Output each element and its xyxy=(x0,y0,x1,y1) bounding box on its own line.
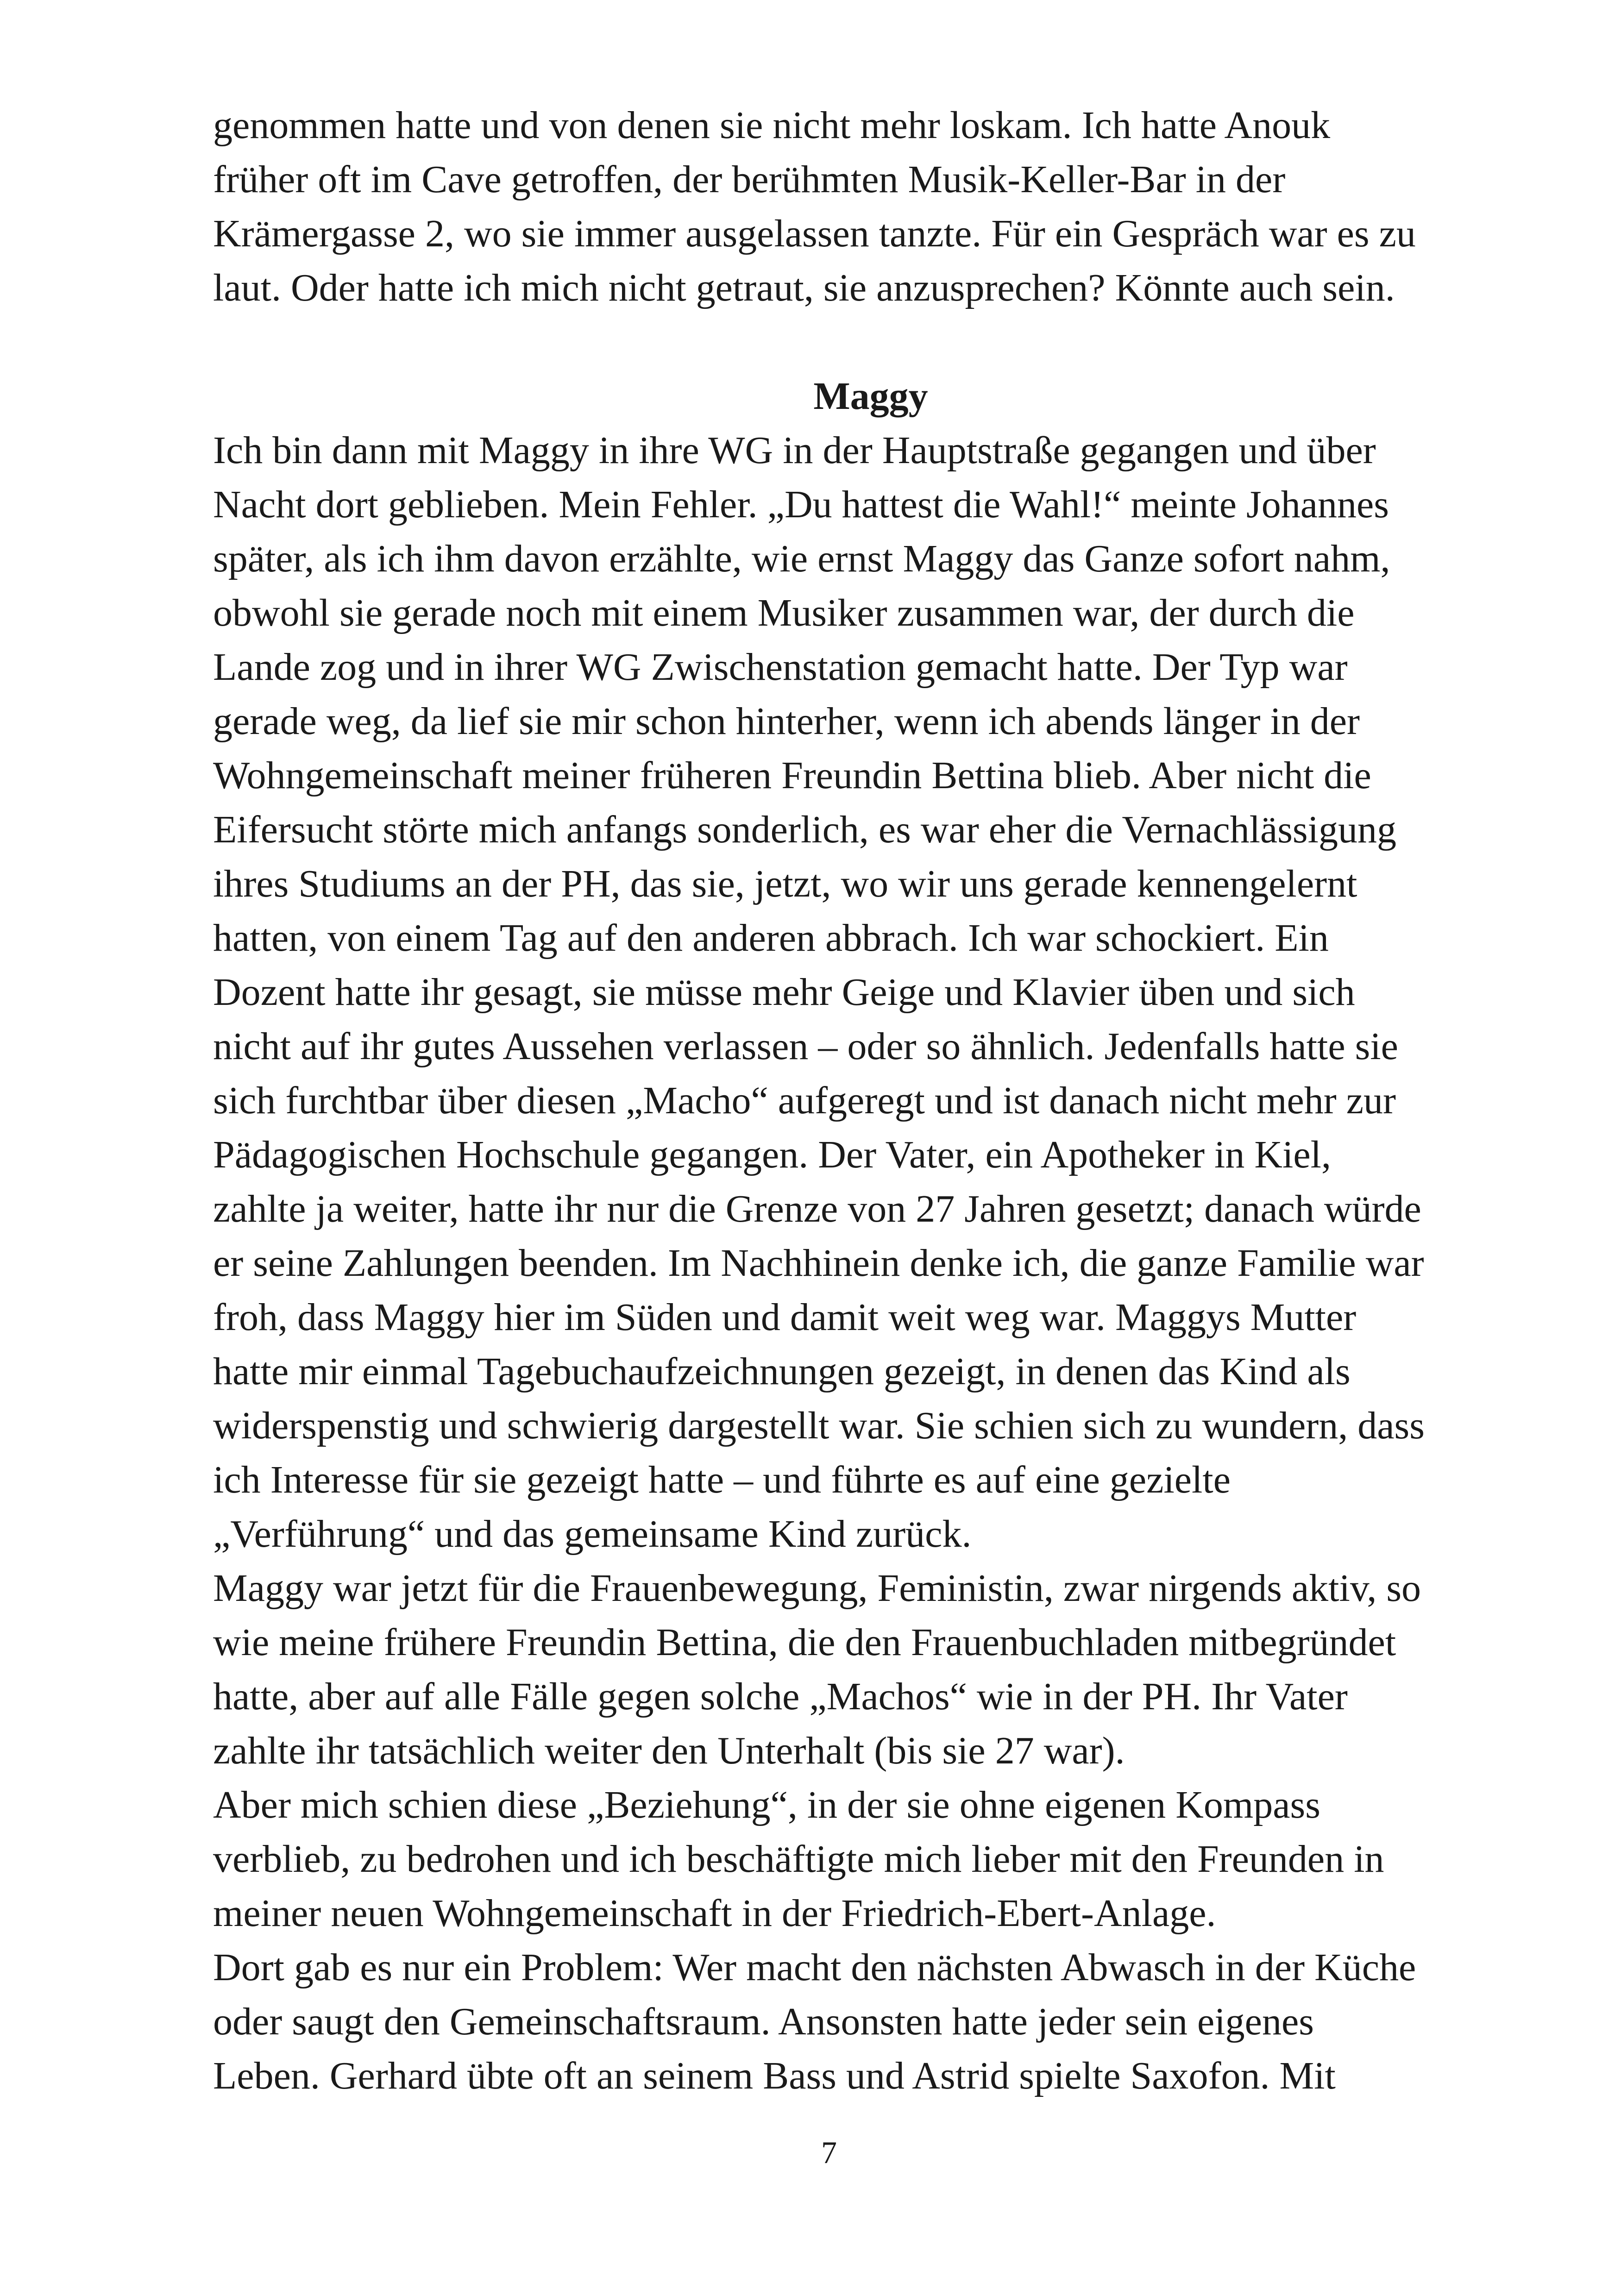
text-line: zahlte ja weiter, hatte ihr nur die Grenze von 27 Jahren gesetzt; danach würde xyxy=(213,1187,1421,1230)
text-line: Ich bin dann mit Maggy in ihre WG in der Hauptstraße gegangen und über xyxy=(213,429,1376,472)
text-line: Krämergasse 2, wo sie immer ausgelassen tanzte. Für ein Gespräch war es zu xyxy=(213,212,1416,255)
text-line: hatte, aber auf alle Fälle gegen solche „Machos“ wie in der PH. Ihr Vater xyxy=(213,1675,1348,1718)
text-line: Pädagogischen Hochschule gegangen. Der Vater, ein Apotheker in Kiel, xyxy=(213,1133,1332,1176)
text-line: wie meine frühere Freundin Bettina, die den Frauenbuchladen mitbegründet xyxy=(213,1621,1396,1664)
text-line: Aber mich schien diese „Beziehung“, in der sie ohne eigenen Kompass xyxy=(213,1783,1320,1826)
text-line: er seine Zahlungen beenden. Im Nachhinein denke ich, die ganze Familie war xyxy=(213,1242,1424,1285)
text-line: widerspenstig und schwierig dargestellt war. Sie schien sich zu wundern, dass xyxy=(213,1404,1425,1447)
text-line: Wohngemeinschaft meiner früheren Freundin Bettina blieb. Aber nicht die xyxy=(213,754,1371,797)
paragraph-gap xyxy=(213,315,1491,369)
text-line: meiner neuen Wohngemeinschaft in der Friedrich-Ebert-Anlage. xyxy=(213,1892,1216,1935)
text-line: nicht auf ihr gutes Aussehen verlassen – oder so ähnlich. Jedenfalls hatte sie xyxy=(213,1025,1398,1068)
section-heading: Maggy xyxy=(813,375,928,418)
text-line: „Verführung“ und das gemeinsame Kind zurück. xyxy=(213,1512,972,1556)
section-body xyxy=(213,423,1491,2103)
text-line: Leben. Gerhard übte oft an seinem Bass und Astrid spielte Saxofon. Mit xyxy=(213,2054,1336,2097)
text-line: laut. Oder hatte ich mich nicht getraut, sie anzusprechen? Könnte auch sein. xyxy=(213,266,1395,309)
page-text xyxy=(213,98,1491,2103)
text-line: Eifersucht störte mich anfangs sonderlich, es war eher die Vernachlässigung xyxy=(213,808,1396,851)
page-number: 7 xyxy=(821,2135,837,2170)
text-line: genommen hatte und von denen sie nicht mehr loskam. Ich hatte Anouk xyxy=(213,104,1331,147)
text-line: froh, dass Maggy hier im Süden und damit weit weg war. Maggys Mutter xyxy=(213,1296,1357,1339)
text-line: Maggy war jetzt für die Frauenbewegung, Feministin, zwar nirgends aktiv, so xyxy=(213,1567,1421,1610)
text-line: sich furchtbar über diesen „Macho“ aufgeregt und ist danach nicht mehr zur xyxy=(213,1079,1396,1122)
text-line: ich Interesse für sie gezeigt hatte – und führte es auf eine gezielte xyxy=(213,1458,1231,1501)
text-line: ihres Studiums an der PH, das sie, jetzt, wo wir uns gerade kennengelernt xyxy=(213,862,1357,905)
intro-paragraph xyxy=(213,98,1491,315)
text-line: zahlte ihr tatsächlich weiter den Unterhalt (bis sie 27 war). xyxy=(213,1729,1125,1772)
text-line: verblieb, zu bedrohen und ich beschäftigte mich lieber mit den Freunden in xyxy=(213,1838,1384,1881)
text-line: Nacht dort geblieben. Mein Fehler. „Du hattest die Wahl!“ meinte Johannes xyxy=(213,483,1389,526)
text-line: früher oft im Cave getroffen, der berühmten Musik-Keller-Bar in der xyxy=(213,158,1286,201)
text-line: oder saugt den Gemeinschaftsraum. Ansonsten hatte jeder sein eigenes xyxy=(213,2000,1314,2043)
text-line: Dort gab es nur ein Problem: Wer macht den nächsten Abwasch in der Küche xyxy=(213,1946,1416,1989)
text-line: gerade weg, da lief sie mir schon hinterher, wenn ich abends länger in der xyxy=(213,700,1360,743)
text-line: obwohl sie gerade noch mit einem Musiker zusammen war, der durch die xyxy=(213,591,1355,634)
text-line: hatte mir einmal Tagebuchaufzeichnungen gezeigt, in denen das Kind als xyxy=(213,1350,1351,1393)
text-line: Dozent hatte ihr gesagt, sie müsse mehr Geige und Klavier üben und sich xyxy=(213,971,1355,1014)
text-line: später, als ich ihm davon erzählte, wie ernst Maggy das Ganze sofort nahm, xyxy=(213,537,1390,580)
text-line: hatten, von einem Tag auf den anderen abbrach. Ich war schockiert. Ein xyxy=(213,916,1329,960)
text-line: Lande zog und in ihrer WG Zwischenstation gemacht hatte. Der Typ war xyxy=(213,646,1348,689)
